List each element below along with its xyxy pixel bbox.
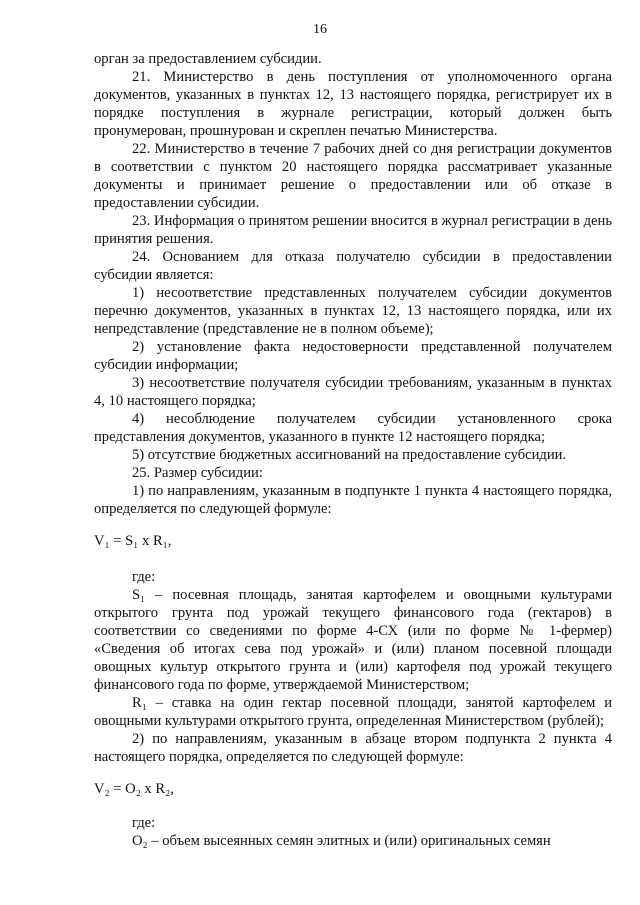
list-item: 2) установление факта недостоверности представленной получателем субсидии информации; [94, 339, 612, 373]
paragraph: орган за предоставлением субсидии. [94, 51, 322, 67]
list-item: 4) несоблюдение получателем субсидии установленного срока представления документов, указанного в пункте 12 настоящего порядка; [94, 411, 612, 445]
formula-v1: V₁ = S₁ x R₁, [94, 533, 172, 549]
definition-o2: O₂ – объем высеянных семян элитных и (или) оригинальных семян [132, 833, 551, 849]
paragraph-24: 24. Основанием для отказа получателю субсидии в предоставлении субсидии является: [94, 249, 612, 283]
formula-v2: V₂ = O₂ x R₂, [94, 781, 174, 797]
paragraph-25: 25. Размер субсидии: [132, 465, 263, 481]
definition-r1: R₁ – ставка на один гектар посевной площади, занятой картофелем и овощными культурами открытого грунта, определенная Министерством (рублей); [94, 695, 612, 729]
where-label: где: [132, 815, 156, 831]
paragraph-21: 21. Министерство в день поступления от уполномоченного органа документов, указанных в пунктах 12, 13 настоящего порядка, регистрирует их в порядке поступления в журнале регистрации, который должен быть пронумерован, прошнурован и скреплен печатью Министерства. [94, 69, 612, 139]
paragraph-23: 23. Информация о принятом решении вносится в журнал регистрации в день принятия решения. [94, 213, 612, 247]
where-label: где: [132, 569, 156, 585]
paragraph-22: 22. Министерство в течение 7 рабочих дней со дня регистрации документов в соответствии с пунктом 20 настоящего порядка рассматривает указанные документы и принимает решение о предоставлении или об отказе в предоставлении субсидии. [94, 141, 612, 211]
document-body [94, 50, 612, 850]
list-item: 5) отсутствие бюджетных ассигнований на предоставление субсидии. [132, 447, 567, 463]
list-item: 3) несоответствие получателя субсидии требованиям, указанным в пунктах 4, 10 настоящего порядка; [94, 375, 612, 409]
list-item: 1) несоответствие представленных получателем субсидии документов перечню документов, указанных в пунктах 12, 13 настоящего порядка, или их непредставление (представление не в полном объеме); [94, 285, 612, 337]
list-item: 2) по направлениям, указанным в абзаце втором подпункта 2 пункта 4 настоящего порядка, определяется по следующей формуле: [94, 731, 612, 765]
definition-s1: S₁ – посевная площадь, занятая картофелем и овощными культурами открытого грунта под урожай текущего финансового года (гектаров) в соответствии со сведениями по форме 4-СХ (или по форме № 1-фермер) «Сведения об итогах сева под урожай» и (или) планом посевной площади овощных культур открытого грунта и (или) картофеля под урожай текущего финансового года по форме, утверждаемой Министерством; [94, 587, 612, 693]
page-number: 16 [313, 22, 327, 37]
list-item: 1) по направлениям, указанным в подпункте 1 пункта 4 настоящего порядка, определяется по следующей формуле: [94, 483, 612, 517]
